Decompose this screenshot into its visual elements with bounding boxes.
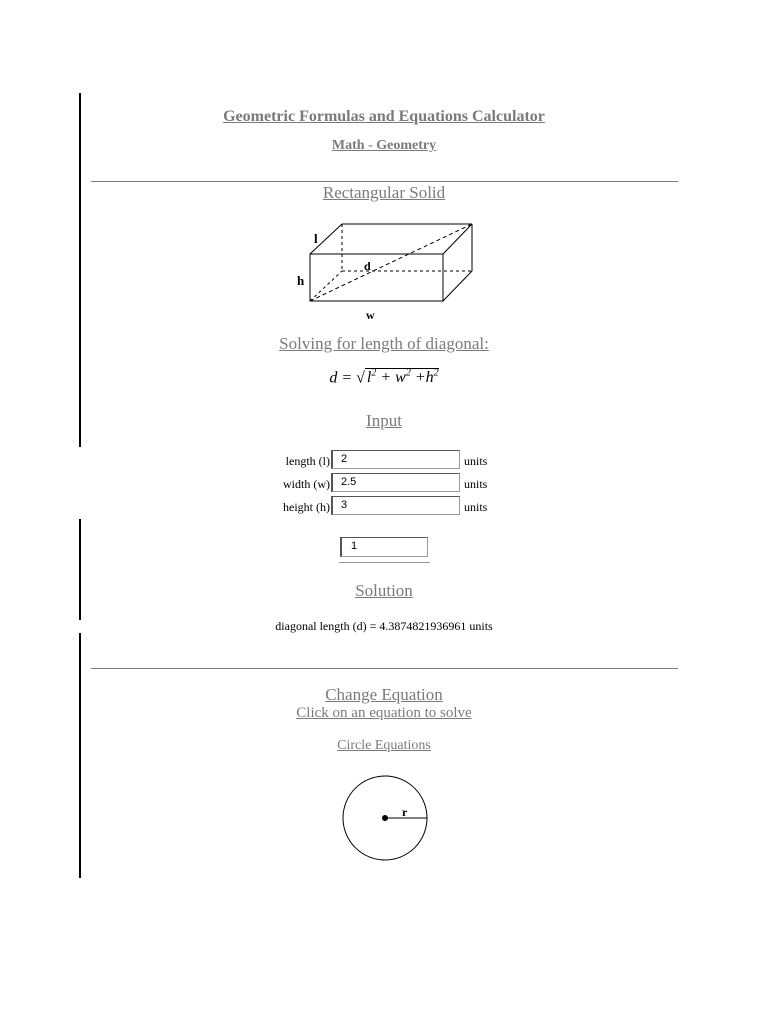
length-label: l xyxy=(314,231,318,246)
width-input[interactable]: 2.5 xyxy=(331,473,460,492)
edge xyxy=(443,224,472,254)
page-title-link[interactable]: Geometric Formulas and Equations Calculator xyxy=(223,108,545,125)
left-margin-bar xyxy=(79,633,81,878)
solving-heading-link[interactable]: Solving for length of diagonal: xyxy=(279,334,489,353)
height-input[interactable]: 3 xyxy=(331,496,460,515)
height-unit: units xyxy=(464,500,488,514)
formula-exponent: 2 xyxy=(433,368,439,379)
change-equation-link[interactable]: Change Equation xyxy=(325,685,443,704)
solve-button[interactable]: 1 xyxy=(340,537,428,557)
length-label: length (l) xyxy=(285,454,330,468)
circle-equations-link[interactable]: Circle Equations xyxy=(337,738,431,753)
width-unit: units xyxy=(464,477,488,491)
input-heading-link[interactable]: Input xyxy=(366,411,402,430)
edge xyxy=(443,271,472,301)
height-label: height (h) xyxy=(283,500,330,514)
diagonal-formula xyxy=(0,368,768,387)
input-heading[interactable] xyxy=(0,411,768,431)
width-label: width (w) xyxy=(283,477,330,491)
solution-heading-link[interactable]: Solution xyxy=(355,581,413,600)
shape-title[interactable] xyxy=(0,183,768,203)
length-input-row xyxy=(260,450,520,472)
formula-lhs: d = √ xyxy=(329,369,365,387)
length-unit: units xyxy=(464,454,488,468)
category-breadcrumb[interactable] xyxy=(0,138,768,154)
page-title[interactable] xyxy=(0,108,768,126)
hidden-edge xyxy=(310,271,342,301)
formula-term-w: w xyxy=(395,369,406,387)
formula-term-h: h xyxy=(425,369,434,387)
divider xyxy=(91,181,678,182)
length-input[interactable]: 2 xyxy=(331,450,460,469)
formula-exponent: 2 xyxy=(405,368,411,379)
height-input-row xyxy=(260,496,520,518)
diagonal-label: d xyxy=(364,259,371,273)
diagonal-line xyxy=(310,224,472,301)
formula-plus: + xyxy=(410,369,426,387)
solution-heading[interactable] xyxy=(0,581,768,601)
circle-equations-group[interactable] xyxy=(0,738,768,754)
change-equation-instruction-link[interactable]: Click on an equation to solve xyxy=(296,705,472,721)
solving-heading[interactable] xyxy=(0,334,768,354)
width-label: w xyxy=(366,308,375,322)
formula-exponent: 2 xyxy=(371,368,377,379)
change-equation-instruction[interactable] xyxy=(0,705,768,722)
circle-diagram[interactable] xyxy=(340,772,432,866)
center-point xyxy=(382,815,388,821)
radius-label: r xyxy=(402,805,408,819)
divider xyxy=(91,668,678,669)
formula-plus: + xyxy=(376,369,396,387)
width-input-row xyxy=(260,473,520,495)
solution-result: diagonal length (d) = 4.3874821936961 units xyxy=(275,619,493,633)
height-label: h xyxy=(297,273,305,288)
change-equation-heading[interactable] xyxy=(0,685,768,705)
left-margin-bar xyxy=(79,519,81,620)
rectangular-solid-link[interactable]: Rectangular Solid xyxy=(322,183,446,202)
rectangular-solid-diagram xyxy=(290,218,490,328)
formula-radicand xyxy=(365,368,439,386)
solve-button-underline xyxy=(339,562,430,563)
formula-term-l: l xyxy=(366,369,372,387)
math-geometry-link[interactable]: Math - Geometry xyxy=(331,138,437,153)
front-face xyxy=(310,254,443,301)
